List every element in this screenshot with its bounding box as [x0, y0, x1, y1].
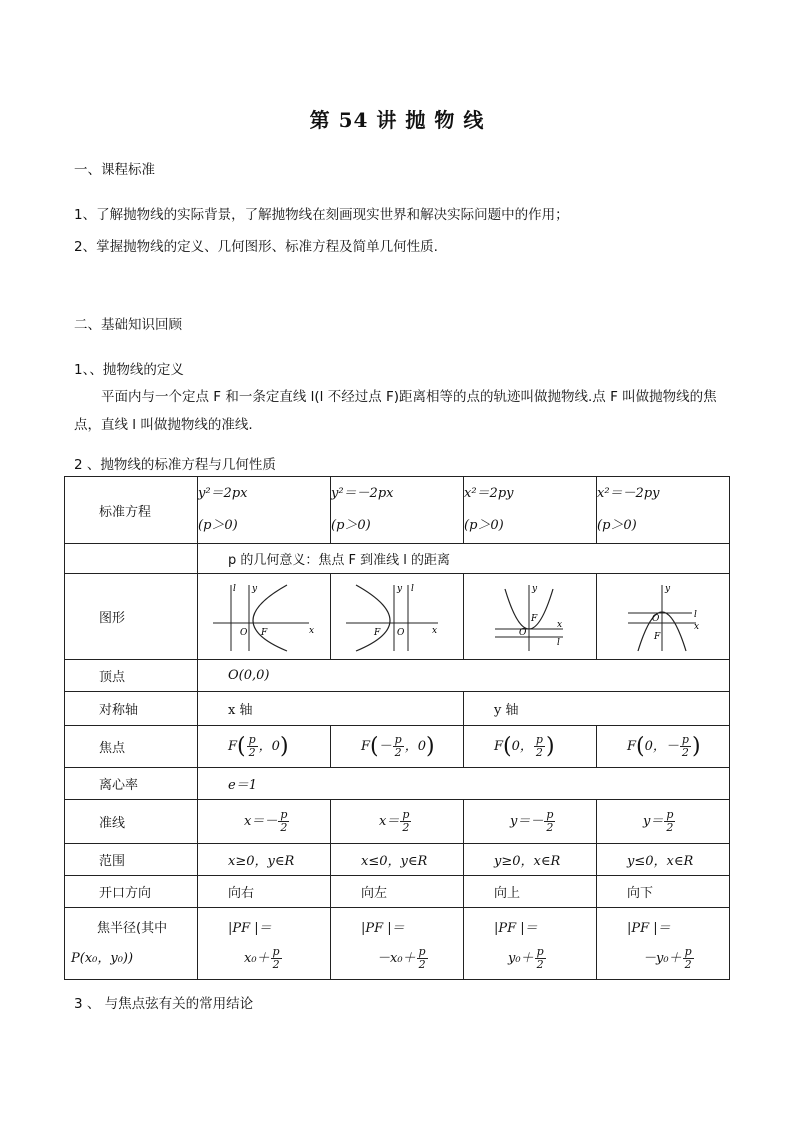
- origin-label: O: [397, 627, 405, 638]
- parabola-left-figure: [342, 579, 452, 655]
- directrix-label: l: [557, 637, 560, 648]
- p-meaning: p 的几何意义：焦点 F 到准线 l 的距离: [198, 544, 730, 574]
- subheading-focal-chord: 3 、 与焦点弦有关的常用结论: [74, 996, 254, 1012]
- x-axis-label: x: [557, 619, 563, 630]
- opening-left: 向左: [331, 876, 464, 908]
- figure-cell-down: [597, 574, 730, 660]
- origin-label: O: [240, 627, 248, 638]
- standard-item-2: 2、掌握抛物线的定义、几何图形、标准方程及简单几何性质.: [74, 239, 438, 255]
- axis-value-y: y 轴: [464, 692, 730, 726]
- directrix-label: l: [411, 583, 414, 594]
- x-axis-label: x: [694, 621, 700, 632]
- focal-prefix: －y₀＋: [643, 950, 682, 966]
- row-label-focus: 焦点: [65, 726, 198, 768]
- parabola-down-figure: [608, 579, 718, 655]
- condition: (p＞0): [198, 518, 238, 533]
- focus-down: F(0，－ $\frac{p}{2}$ ): [597, 726, 730, 768]
- parabola-right-figure: [209, 579, 319, 655]
- focal-radius-point: P(x₀，y₀)): [71, 950, 134, 966]
- directrix-down: y＝ $\frac{p}{2}$: [597, 800, 730, 844]
- x-axis-label: x: [309, 625, 315, 636]
- figure-cell-left: [331, 574, 464, 660]
- row-label-vertex: 顶点: [65, 660, 198, 692]
- axis-value-x: x 轴: [198, 692, 464, 726]
- opening-up: 向上: [464, 876, 597, 908]
- focus-up: F(0， $\frac{p}{2}$ ): [464, 726, 597, 768]
- row-label-standard-equation: 标准方程: [65, 477, 198, 544]
- origin-label: O: [652, 613, 660, 624]
- directrix-label: l: [694, 609, 697, 620]
- y-axis-label: y: [665, 583, 671, 594]
- pf-label: |PF |＝: [361, 920, 405, 936]
- directrix-right: x＝－ $\frac{p}{2}$: [198, 800, 331, 844]
- directrix-label: l: [233, 583, 236, 594]
- focal-radius-left: |PF |＝ －x₀＋ $\frac{p}{2}$: [331, 908, 464, 980]
- standard-item-1: 1、了解抛物线的实际背景，了解抛物线在刻画现实世界和解决实际问题中的作用；: [74, 207, 569, 223]
- condition: (p＞0): [464, 518, 504, 533]
- section-heading-review: 二、基础知识回顾: [74, 317, 182, 333]
- y-axis-label: y: [397, 583, 403, 594]
- page-title: 第 54 讲 抛 物 线: [309, 108, 485, 132]
- row-label-figure: 图形: [65, 574, 198, 660]
- focal-prefix: －x₀＋: [377, 950, 416, 966]
- directrix-up: y＝－ $\frac{p}{2}$: [464, 800, 597, 844]
- subheading-table: 2 、抛物线的标准方程与几何性质: [74, 457, 276, 473]
- equation-left: y²＝－2px: [331, 486, 394, 501]
- definition-paragraph: 平面内与一个定点 F 和一条定直线 l(l 不经过点 F)距离相等的点的轨迹叫做抛物线.点 F 叫做抛物线的焦点，直线 l 叫做抛物线的准线.: [74, 389, 717, 433]
- pf-label: |PF |＝: [627, 920, 671, 936]
- x-axis-label: x: [432, 625, 438, 636]
- focal-radius-label: 焦半径(其中: [97, 920, 168, 936]
- focal-radius-up: |PF |＝ y₀＋ $\frac{p}{2}$: [464, 908, 597, 980]
- focal-radius-down: |PF |＝ －y₀＋ $\frac{p}{2}$: [597, 908, 730, 980]
- row-label-opening: 开口方向: [65, 876, 198, 908]
- section-heading-standards: 一、课程标准: [74, 162, 155, 178]
- row-label-focal-radius: [65, 908, 198, 980]
- focus-label: F: [261, 627, 268, 638]
- range-left: x≤0，y∈R: [331, 844, 464, 876]
- row-label-eccentricity: 离心率: [65, 768, 198, 800]
- equation-cell: [597, 477, 730, 544]
- subheading-definition: 1、、抛物线的定义: [74, 362, 184, 378]
- row-label-range: 范围: [65, 844, 198, 876]
- directrix-left: x＝ $\frac{p}{2}$: [331, 800, 464, 844]
- opening-down: 向下: [597, 876, 730, 908]
- equation-cell: [331, 477, 464, 544]
- focal-prefix: y₀＋: [508, 950, 534, 966]
- range-down: y≤0，x∈R: [597, 844, 730, 876]
- equation-cell: [198, 477, 331, 544]
- equation-cell: [464, 477, 597, 544]
- eccentricity-value: e＝1: [198, 768, 730, 800]
- equation-down: x²＝－2py: [597, 486, 660, 501]
- focus-right: F( $\frac{p}{2}$ ，0): [198, 726, 331, 768]
- equation-right: y²＝2px: [198, 486, 248, 501]
- condition: (p＞0): [597, 518, 637, 533]
- parabola-up-figure: [475, 579, 585, 655]
- opening-right: 向右: [198, 876, 331, 908]
- figure-cell-up: [464, 574, 597, 660]
- focus-left: F(－ $\frac{p}{2}$ ，0): [331, 726, 464, 768]
- condition: (p＞0): [331, 518, 371, 533]
- row-label-directrix: 准线: [65, 800, 198, 844]
- equation-up: x²＝2py: [464, 486, 514, 501]
- parabola-properties-table: [64, 476, 730, 980]
- vertex-value: O(0,0): [198, 660, 730, 692]
- focal-prefix: x₀＋: [244, 950, 270, 966]
- y-axis-label: y: [252, 583, 258, 594]
- focus-label: F: [531, 613, 538, 624]
- y-axis-label: y: [532, 583, 538, 594]
- focal-radius-right: |PF |＝ x₀＋ $\frac{p}{2}$: [198, 908, 331, 980]
- range-right: x≥0，y∈R: [198, 844, 331, 876]
- range-up: y≥0，x∈R: [464, 844, 597, 876]
- focus-label: F: [374, 627, 381, 638]
- row-label-axis: 对称轴: [65, 692, 198, 726]
- pf-label: |PF |＝: [228, 920, 272, 936]
- figure-cell-right: [198, 574, 331, 660]
- focus-label: F: [654, 631, 661, 642]
- pf-label: |PF |＝: [494, 920, 538, 936]
- origin-label: O: [519, 627, 527, 638]
